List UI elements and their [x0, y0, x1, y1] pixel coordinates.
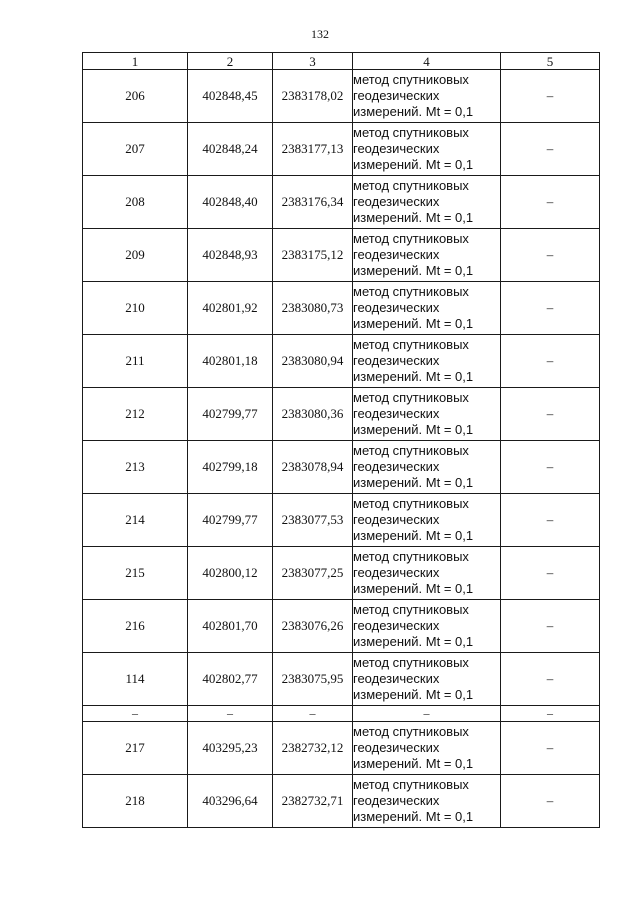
- coordinate-x-cell: 403295,23: [188, 722, 273, 775]
- table-row: [83, 123, 600, 176]
- method-cell: [353, 494, 501, 547]
- coordinates-table: [82, 52, 600, 828]
- method-cell: [353, 229, 501, 282]
- extra-cell: –: [501, 722, 600, 775]
- method-text: метод спутниковых: [353, 549, 469, 564]
- method-text: измерений. Mt = 0,1: [353, 316, 474, 331]
- method-cell: [353, 335, 501, 388]
- table-row: [83, 282, 600, 335]
- table-body: [83, 70, 600, 828]
- gap-cell: –: [501, 706, 600, 722]
- method-cell: [353, 653, 501, 706]
- coordinate-y-cell: 2383077,25: [273, 547, 353, 600]
- extra-cell: –: [501, 70, 600, 123]
- method-text: геодезических: [353, 671, 440, 686]
- point-number-cell: 217: [83, 722, 188, 775]
- table-row: [83, 176, 600, 229]
- extra-cell: –: [501, 229, 600, 282]
- point-number-cell: 208: [83, 176, 188, 229]
- coordinate-x-cell: 402801,18: [188, 335, 273, 388]
- method-text: геодезических: [353, 88, 440, 103]
- method-text: метод спутниковых: [353, 602, 469, 617]
- coordinate-y-cell: 2383077,53: [273, 494, 353, 547]
- column-header: 4: [353, 53, 501, 70]
- coordinate-x-cell: 402848,45: [188, 70, 273, 123]
- method-text: геодезических: [353, 618, 440, 633]
- method-cell: [353, 388, 501, 441]
- method-text: геодезических: [353, 565, 440, 580]
- extra-cell: –: [501, 282, 600, 335]
- method-text: метод спутниковых: [353, 231, 469, 246]
- table-row: [83, 388, 600, 441]
- point-number-cell: 218: [83, 775, 188, 828]
- method-text: измерений. Mt = 0,1: [353, 634, 474, 649]
- point-number-cell: 207: [83, 123, 188, 176]
- coordinate-y-cell: 2383080,94: [273, 335, 353, 388]
- coordinate-y-cell: 2383076,26: [273, 600, 353, 653]
- coordinate-x-cell: 402799,18: [188, 441, 273, 494]
- method-text: метод спутниковых: [353, 443, 469, 458]
- gap-cell: –: [273, 706, 353, 722]
- point-number-cell: 210: [83, 282, 188, 335]
- gap-cell: –: [188, 706, 273, 722]
- coordinate-x-cell: 402848,24: [188, 123, 273, 176]
- method-text: метод спутниковых: [353, 72, 469, 87]
- method-text: измерений. Mt = 0,1: [353, 263, 474, 278]
- method-text: метод спутниковых: [353, 125, 469, 140]
- coordinate-y-cell: 2383176,34: [273, 176, 353, 229]
- method-text: метод спутниковых: [353, 724, 469, 739]
- method-cell: [353, 70, 501, 123]
- method-text: геодезических: [353, 300, 440, 315]
- method-cell: [353, 775, 501, 828]
- column-header: 1: [83, 53, 188, 70]
- method-text: геодезических: [353, 740, 440, 755]
- coordinate-x-cell: 402799,77: [188, 388, 273, 441]
- coordinate-x-cell: 402801,92: [188, 282, 273, 335]
- extra-cell: –: [501, 123, 600, 176]
- coordinate-x-cell: 402848,93: [188, 229, 273, 282]
- point-number-cell: 213: [83, 441, 188, 494]
- table-row: [83, 441, 600, 494]
- method-text: метод спутниковых: [353, 496, 469, 511]
- method-cell: [353, 176, 501, 229]
- extra-cell: –: [501, 547, 600, 600]
- table-row: [83, 229, 600, 282]
- point-number-cell: 212: [83, 388, 188, 441]
- column-header: 3: [273, 53, 353, 70]
- method-cell: [353, 547, 501, 600]
- coordinate-x-cell: 402848,40: [188, 176, 273, 229]
- table-row: [83, 494, 600, 547]
- table-gap-row: [83, 706, 600, 722]
- method-text: геодезических: [353, 194, 440, 209]
- method-text: метод спутниковых: [353, 337, 469, 352]
- table-row: [83, 547, 600, 600]
- method-text: геодезических: [353, 459, 440, 474]
- method-text: измерений. Mt = 0,1: [353, 809, 474, 824]
- method-text: измерений. Mt = 0,1: [353, 210, 474, 225]
- method-text: измерений. Mt = 0,1: [353, 104, 474, 119]
- method-cell: [353, 282, 501, 335]
- method-text: измерений. Mt = 0,1: [353, 687, 474, 702]
- point-number-cell: 215: [83, 547, 188, 600]
- coordinate-y-cell: 2382732,12: [273, 722, 353, 775]
- method-text: измерений. Mt = 0,1: [353, 528, 474, 543]
- method-text: геодезических: [353, 793, 440, 808]
- coordinate-y-cell: 2383075,95: [273, 653, 353, 706]
- extra-cell: –: [501, 494, 600, 547]
- coordinate-y-cell: 2383178,02: [273, 70, 353, 123]
- method-text: геодезических: [353, 406, 440, 421]
- method-cell: [353, 600, 501, 653]
- table-header-row: [83, 53, 600, 70]
- gap-cell: –: [83, 706, 188, 722]
- extra-cell: –: [501, 335, 600, 388]
- coordinate-x-cell: 402802,77: [188, 653, 273, 706]
- method-cell: [353, 123, 501, 176]
- gap-cell: –: [353, 706, 501, 722]
- method-text: измерений. Mt = 0,1: [353, 157, 474, 172]
- method-text: метод спутниковых: [353, 284, 469, 299]
- point-number-cell: 206: [83, 70, 188, 123]
- table-row: [83, 70, 600, 123]
- table-row: [83, 775, 600, 828]
- extra-cell: –: [501, 441, 600, 494]
- coordinate-y-cell: 2383080,36: [273, 388, 353, 441]
- table-row: [83, 335, 600, 388]
- table-row: [83, 600, 600, 653]
- method-text: метод спутниковых: [353, 777, 469, 792]
- method-text: геодезических: [353, 141, 440, 156]
- coordinate-x-cell: 402801,70: [188, 600, 273, 653]
- method-text: геодезических: [353, 512, 440, 527]
- coordinate-y-cell: 2383078,94: [273, 441, 353, 494]
- method-text: метод спутниковых: [353, 655, 469, 670]
- coordinate-x-cell: 402799,77: [188, 494, 273, 547]
- column-header: 2: [188, 53, 273, 70]
- point-number-cell: 216: [83, 600, 188, 653]
- coordinate-y-cell: 2382732,71: [273, 775, 353, 828]
- extra-cell: –: [501, 653, 600, 706]
- extra-cell: –: [501, 775, 600, 828]
- page-number: 132: [311, 27, 329, 41]
- coordinate-x-cell: 402800,12: [188, 547, 273, 600]
- method-text: измерений. Mt = 0,1: [353, 756, 474, 771]
- extra-cell: –: [501, 600, 600, 653]
- method-text: метод спутниковых: [353, 390, 469, 405]
- table-row: [83, 653, 600, 706]
- method-cell: [353, 722, 501, 775]
- point-number-cell: 214: [83, 494, 188, 547]
- method-text: измерений. Mt = 0,1: [353, 422, 474, 437]
- table-row: [83, 722, 600, 775]
- column-header: 5: [501, 53, 600, 70]
- coordinate-y-cell: 2383080,73: [273, 282, 353, 335]
- method-text: измерений. Mt = 0,1: [353, 581, 474, 596]
- point-number-cell: 209: [83, 229, 188, 282]
- coordinate-y-cell: 2383177,13: [273, 123, 353, 176]
- point-number-cell: 114: [83, 653, 188, 706]
- method-cell: [353, 441, 501, 494]
- method-text: метод спутниковых: [353, 178, 469, 193]
- coordinate-x-cell: 403296,64: [188, 775, 273, 828]
- coordinate-y-cell: 2383175,12: [273, 229, 353, 282]
- point-number-cell: 211: [83, 335, 188, 388]
- method-text: измерений. Mt = 0,1: [353, 369, 474, 384]
- method-text: измерений. Mt = 0,1: [353, 475, 474, 490]
- extra-cell: –: [501, 388, 600, 441]
- method-text: геодезических: [353, 247, 440, 262]
- method-text: геодезических: [353, 353, 440, 368]
- extra-cell: –: [501, 176, 600, 229]
